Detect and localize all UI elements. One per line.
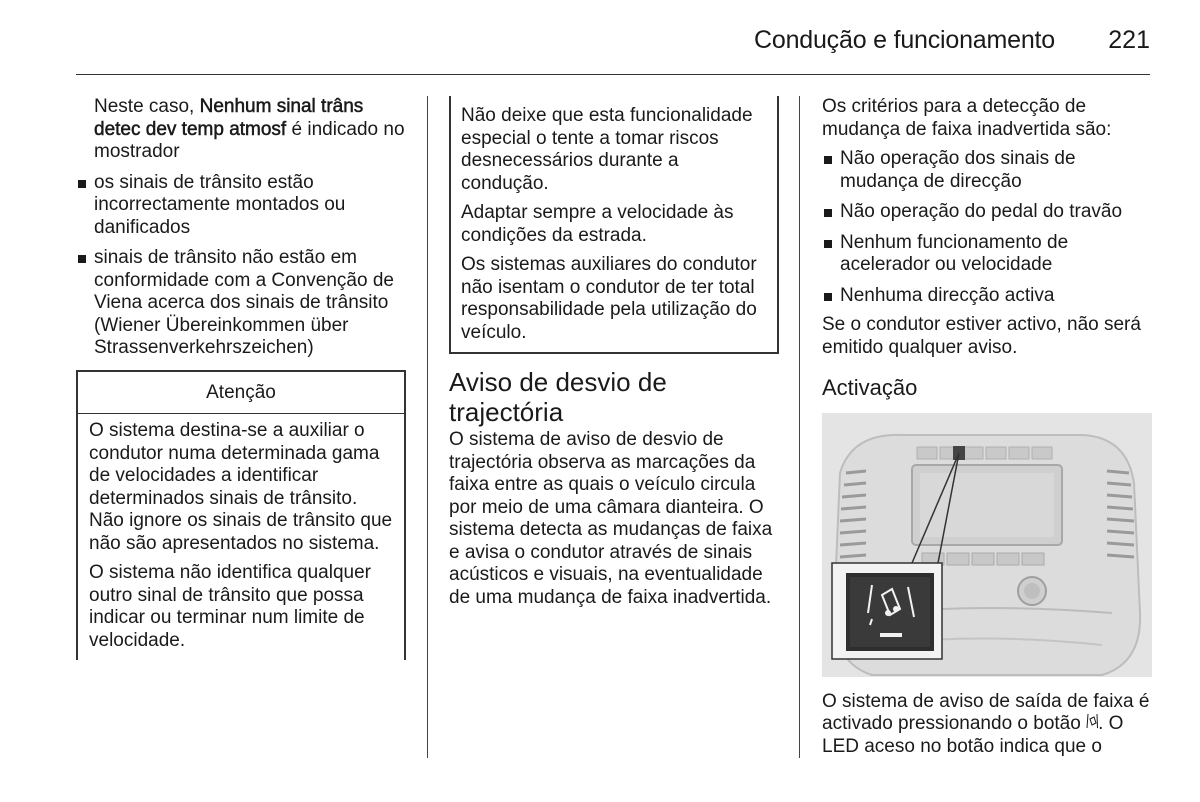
box-paragraph: Não deixe que esta funcionalidade especial o tente a tomar riscos desnecessários durante a condução. <box>461 105 753 194</box>
warning-box-continued <box>449 96 779 354</box>
subsection-heading: Activação <box>822 375 918 400</box>
list-item: os sinais de trânsito estão incorrectamente montados ou danificados <box>76 172 406 240</box>
note-paragraph: Se o condutor estiver activo, não será emitido qualquer aviso. <box>822 314 1141 358</box>
box-paragraph: Adaptar sempre a velocidade às condições da estrada. <box>461 202 734 246</box>
bullet-square-icon <box>824 209 832 217</box>
section-heading: Aviso de desvio de trajectória <box>449 367 667 427</box>
display-message: Nenhum sinal trâns detec dev temp atmosf <box>94 96 364 140</box>
bullet-square-icon <box>824 293 832 301</box>
column-divider-1 <box>427 96 428 758</box>
criteria-intro: Os critérios para a detecção de mudança de faixa inadvertida são: <box>822 96 1112 140</box>
bullet-square-icon <box>824 240 832 248</box>
list-item: Nenhum funcionamento de acelerador ou velocidade <box>822 232 1152 277</box>
column-divider-2 <box>799 96 800 758</box>
column-2 <box>449 96 779 609</box>
activation-paragraph: O sistema de aviso de saída de faixa é activado pressionando o botão . O LED aceso no botão indica que o <box>822 690 1150 757</box>
intro-paragraph: Neste caso, Nenhum sinal trâns detec dev temp atmosf é indicado no mostrador <box>94 96 405 162</box>
dashboard-illustration <box>822 413 1152 677</box>
list-item: Não operação dos sinais de mudança de direcção <box>822 148 1152 193</box>
warning-title: Atenção <box>78 372 404 415</box>
running-header-title: Condução e funcionamento <box>754 26 1055 54</box>
warning-paragraph: O sistema não identifica qualquer outro sinal de trânsito que possa indicar ou terminar num limite de velocidade. <box>89 562 371 651</box>
list-item: sinais de trânsito não estão em conformidade com a Convenção de Viena acerca dos sinais de trânsito (Wiener Übereinkommen über Strassenverkehrszeichen) <box>76 247 406 360</box>
header-rule <box>76 74 1150 75</box>
column-3 <box>822 96 1152 758</box>
bullet-square-icon <box>78 255 86 263</box>
page-number: 221 <box>1108 26 1150 54</box>
list-item: Nenhuma direcção activa <box>822 285 1152 308</box>
bullet-square-icon <box>78 180 86 188</box>
warning-box <box>76 370 406 661</box>
column-1 <box>76 96 406 660</box>
list-item: Não operação do pedal do travão <box>822 201 1152 224</box>
bullet-square-icon <box>824 156 832 164</box>
section-body: O sistema de aviso de desvio de trajectória observa as marcações da faixa entre as quais o veículo circula por meio de uma câmara dianteira. O sistema detecta as mudanças de faixa e avisa o condutor através de sinais acústicos e visuais, na eventualidade de uma mudança de faixa inadvertida. <box>449 429 773 608</box>
box-paragraph: Os sistemas auxiliares do condutor não isentam o condutor de ter total responsabilidade pela utilização do veículo. <box>461 254 757 343</box>
warning-paragraph: O sistema destina-se a auxiliar o condutor numa determinada gama de velocidades a identificar determinados sinais de trânsito. Não ignore os sinais de trânsito que não são apresentados no sistema. <box>89 420 393 554</box>
lane-departure-icon <box>1086 713 1098 736</box>
